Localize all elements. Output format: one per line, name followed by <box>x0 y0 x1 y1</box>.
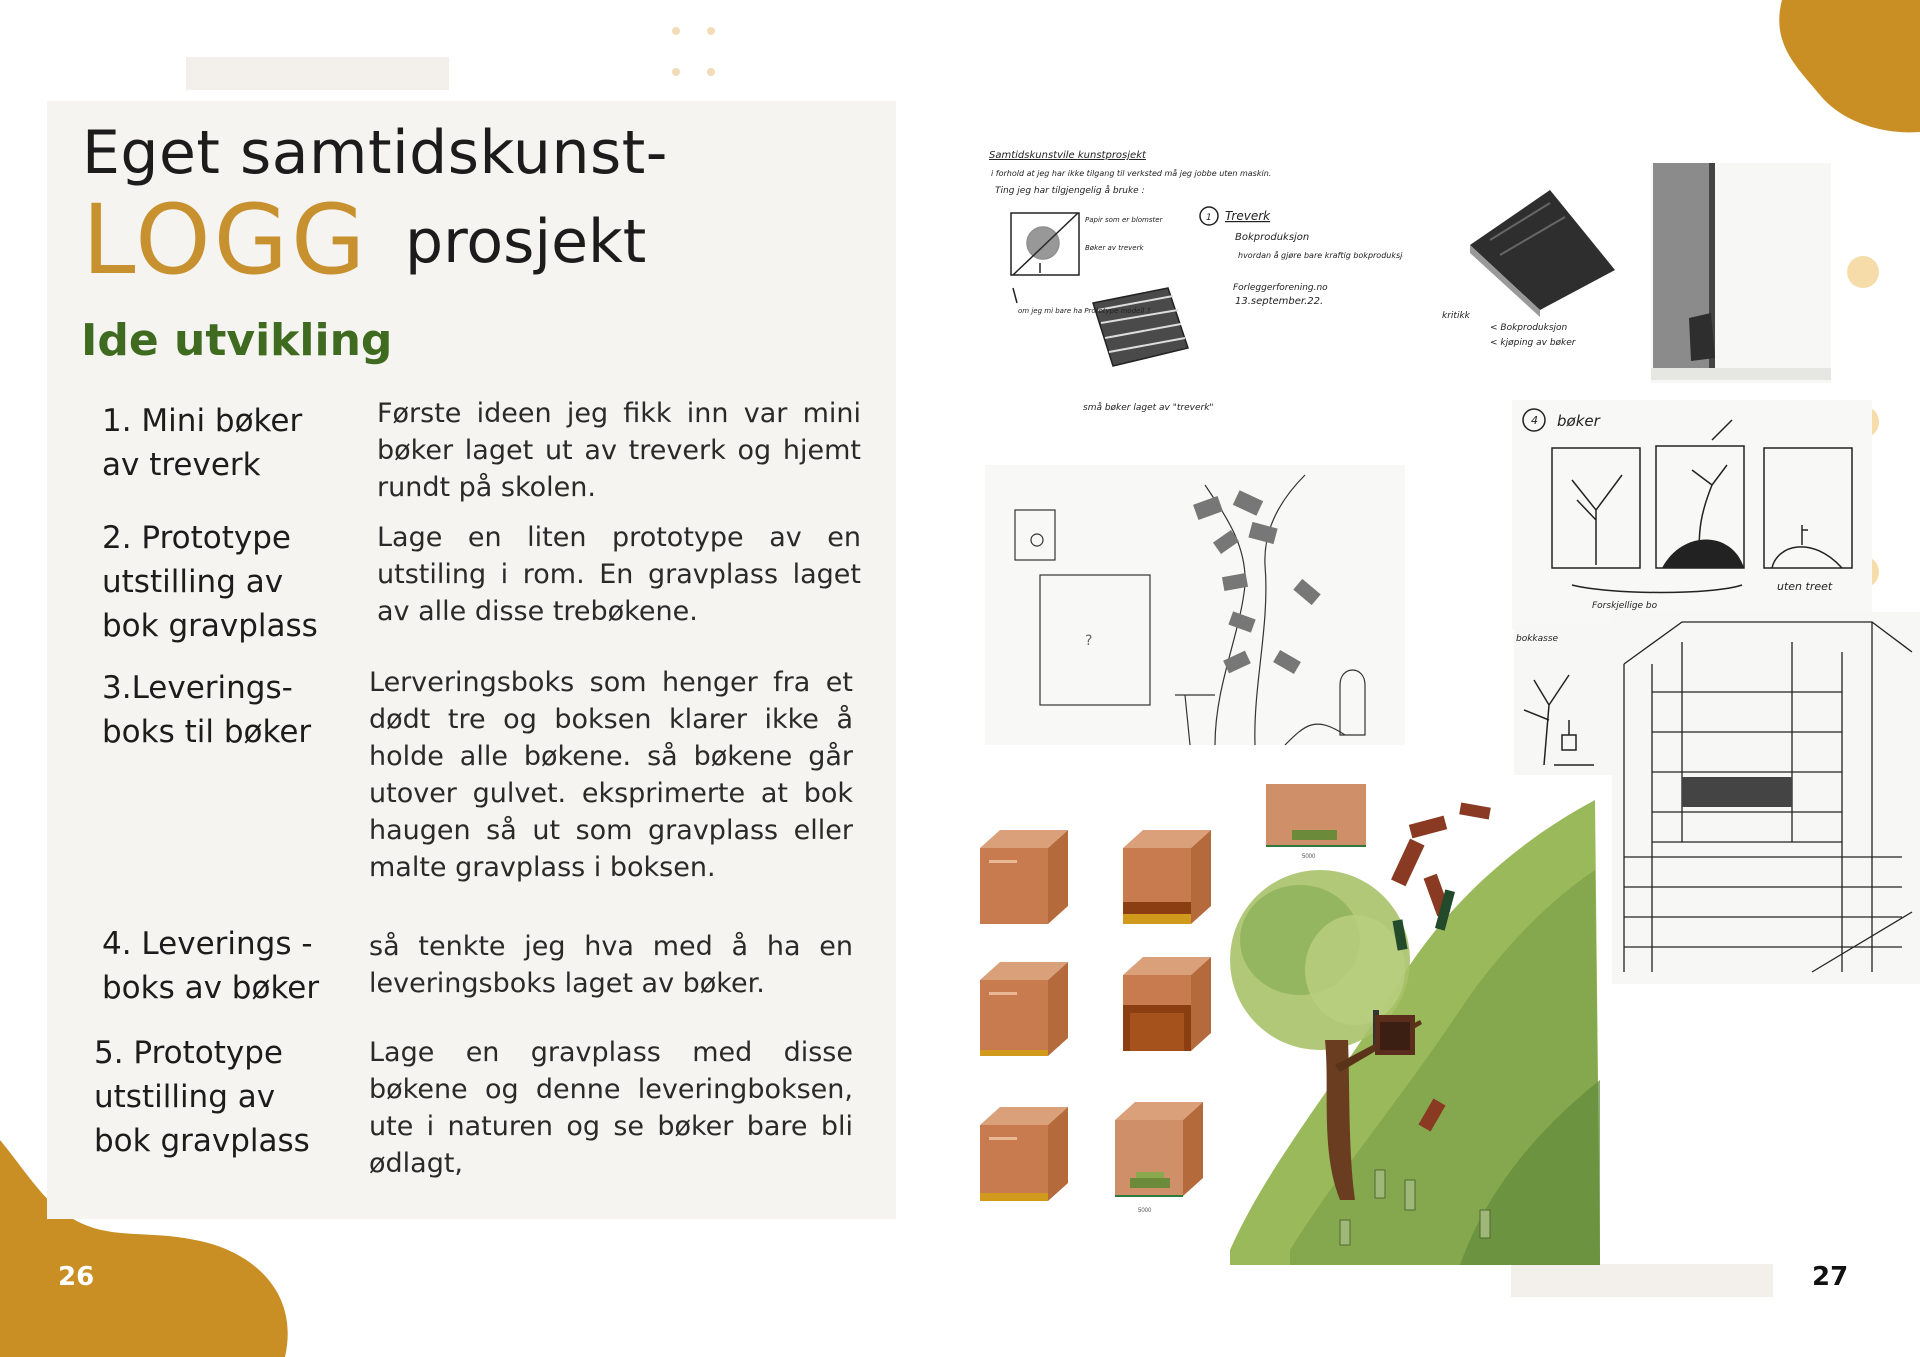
page-number-left: 26 <box>58 1262 95 1292</box>
sketch1-bokproduksjon: Bokproduksjon <box>1235 232 1310 243</box>
item-5-desc: Lage en gravplass med disse bøkene og denne leveringboksen, ute i naturen og se bøker bare bli ødlagt, <box>369 1037 853 1179</box>
sketch2-kritikk: kritikk <box>1442 311 1470 321</box>
sketch2-line2: < kjøping av bøker <box>1490 338 1576 348</box>
sketch1-line2: Ting jeg har tilgjengelig å bruke : <box>995 186 1145 196</box>
sketch-small-tree-image <box>1514 625 1624 775</box>
sketch1-date: 13.september.22. <box>1235 296 1324 307</box>
sketch6-bokkasse: bokkasse <box>1516 634 1559 644</box>
sketch4-title: bøker <box>1557 412 1600 430</box>
sketch4-num: 4 <box>1531 414 1538 427</box>
page-number-right: 27 <box>1812 1262 1849 1292</box>
sketch4-utenfor: uten treet <box>1777 580 1833 593</box>
item-4-desc: så tenkte jeg hva med å ha en leveringsboks laget av bøker. <box>369 931 853 999</box>
sketch1-treverk: Treverk <box>1225 209 1271 223</box>
item-5-title: 5. Prototype utstilling av bok gravplass <box>94 1035 310 1159</box>
item-3-desc: Lerveringsboks som henger fra et dødt tre og boksen klarer ikke å holde alle bøkene. så bøkene går utover gulvet. eksprimerte at bok haugen så ut som gravplass eller malte gravplass i boksen. <box>369 667 853 883</box>
box-render-2 <box>1118 828 1218 928</box>
sketch1-hvordan: hvordan å gjøre bare kraftig bokproduksjon ? <box>1238 251 1403 260</box>
sketch-book-tree-image <box>985 465 1405 745</box>
svg-text:?: ? <box>1085 633 1093 649</box>
box-render-6 <box>1110 1100 1222 1220</box>
page-title-logg: LOGG <box>82 184 369 296</box>
painted-tree-hill-image <box>1230 780 1600 1265</box>
item-4-title: 4. Leverings - boks av bøker <box>102 926 320 1006</box>
bottom-decor-bar <box>1511 1264 1773 1297</box>
sketch4-foreslag: Forskjellige bo <box>1592 601 1658 611</box>
box-render-4 <box>1118 955 1218 1055</box>
sketch-notes-image <box>983 138 1403 428</box>
sketch1-item2: Bøker av treverk <box>1085 244 1144 252</box>
box7-dim-label: 5000 <box>1302 854 1316 860</box>
top-right-blob <box>1770 0 1920 135</box>
sketch1-forlegger: Forleggerforening.no <box>1233 283 1328 293</box>
sketch1-caption: små bøker laget av "treverk" <box>1083 403 1214 413</box>
item-3-title: 3.Leverings- boks til bøker <box>102 670 312 750</box>
page-title-line1: Eget samtidskunst- <box>82 118 668 188</box>
page-title-prosjekt: prosjekt <box>405 207 647 277</box>
sketch1-num: 1 <box>1206 213 1212 223</box>
box-render-1 <box>975 828 1075 928</box>
sketch1-heading: Samtidskunstvile kunstprosjekt <box>989 150 1146 161</box>
item-2-desc: Lage en liten prototype av en utstiling i rom. En gravplass laget av alle disse trebøkene. <box>377 522 861 627</box>
item-1-title: 1. Mini bøker av treverk <box>102 403 303 483</box>
sketch-pillar-image <box>1651 163 1831 383</box>
sketch-book-box-image <box>1612 612 1920 984</box>
sketch2-line1: < Bokproduksjon <box>1490 323 1568 333</box>
item-2-title: 2. Prototype utstilling av bok gravplass <box>102 520 318 644</box>
sketch-book-image <box>1430 165 1630 365</box>
box6-dim-label: 5000 <box>1138 1208 1152 1214</box>
item-1-desc: Første ideen jeg fikk inn var mini bøker laget ut av treverk og hjemt rundt på skolen. <box>377 398 861 503</box>
sketch1-question: om jeg mi bare ha Prototype modell ? <box>1018 307 1151 315</box>
sketch1-item1: Papir som er blomster <box>1085 216 1163 224</box>
box-render-3 <box>975 960 1075 1060</box>
box-render-5 <box>975 1105 1075 1205</box>
sketch-windows-image <box>1512 400 1872 630</box>
sketch1-line1: i forhold at jeg har ikke tilgang til verksted må jeg jobbe uten maskin. <box>991 169 1272 178</box>
section-title: Ide utvikling <box>81 315 393 366</box>
top-decor-bar <box>186 57 449 90</box>
